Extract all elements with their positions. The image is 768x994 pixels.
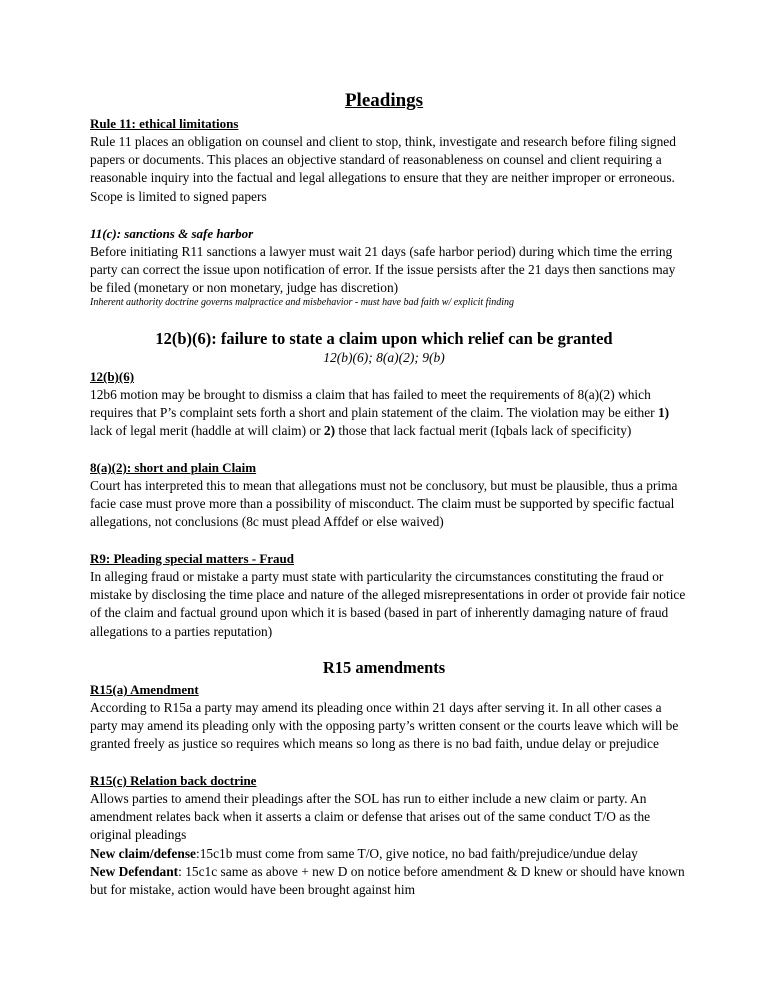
rule11-body: Rule 11 places an obligation on counsel and client to stop, think, investigate and research before filing signed papers or documents. This places an objective standard of reasonableness on counsel and client requiring a reasonable inquiry into the factual and legal allegations to ensure that they are neither improper or erroneous. Scope is limited to signed papers: [90, 134, 676, 204]
rule8a2-body: Court has interpreted this to mean that allegations must not be conclusory, but must be plausible, thus a prima facie case must prove more than a possibility of misconduct. The claim must be supported by specific factual allegations, not conclusions (8c must plead Affdef or else waived): [90, 478, 678, 530]
rule11-heading: Rule 11: ethical limitations: [90, 116, 239, 131]
new-claim-text: :15c1b must come from same T/O, give notice, no bad faith/prejudice/undue delay: [195, 846, 638, 861]
rule12-subtitle: 12(b)(6); 8(a)(2); 9(b): [323, 350, 445, 365]
new-defendant-label: New Defendant: [90, 864, 179, 879]
rule15c-heading: R15(c) Relation back doctrine: [90, 773, 257, 788]
rule9-body: In alleging fraud or mistake a party must state with particularity the circumstances constituting the fraud or mistake by disclosing the time place and nature of the alleged misrepresentations in order ot provide fair notice of the claim and factual ground upon which it is based (based in part of inherently damaging nature of fraud allegations to a parties reputation): [90, 569, 686, 639]
new-defendant-line: [90, 863, 690, 899]
new-claim-label: New claim/defense: [90, 846, 196, 861]
rule11-note: Inherent authority doctrine governs malpractice and misbehavior - must have bad faith w/ explicit finding: [90, 297, 515, 308]
page-title: Pleadings: [344, 90, 424, 111]
rule12b6-body-mid: lack of legal merit (haddle at will claim) or: [90, 423, 324, 439]
rule15c-body: Allows parties to amend their pleadings after the SOL has run to either include a new claim or party. An amendment relates back when it asserts a claim or defense that arises out of the same conduct T/O as the original pleadings: [90, 791, 651, 843]
new-claim-line: [90, 845, 690, 863]
rule12b6-body: [90, 386, 690, 441]
rule9-heading: R9: Pleading special matters - Fraud: [90, 551, 295, 566]
rule12b6-body-end: those that lack factual merit (Iqbals lack of specificity): [335, 423, 632, 439]
rule12b6-body-pre: 12b6 motion may be brought to dismiss a claim that has failed to meet the requirements of 8(a)(2) which requires that P’s complaint sets forth a short and plain statement of the claim. The violation may be either: [90, 387, 658, 421]
rule11c-body: Before initiating R11 sanctions a lawyer must wait 21 days (safe harbor period) during which time the erring party can correct the issue upon notification of error. If the issue persists after the 21 days then sanctions may be filed (monetary or non monetary, judge has discretion): [90, 244, 676, 296]
rule15a-body: According to R15a a party may amend its pleading once within 21 days after serving it. In all other cases a party may amend its pleading only with the opposing party’s written consent or the courts leave which will be granted freely as justice so requires which means so long as there is no bad faith, undue delay or prejudice: [90, 700, 679, 752]
rule12b6-num2: 2): [323, 423, 336, 439]
rule12-heading: 12(b)(6): failure to state a claim upon which relief can be granted: [155, 329, 613, 348]
rule8a2-heading: 8(a)(2): short and plain Claim: [90, 460, 257, 475]
rule15a-heading: R15(a) Amendment: [90, 682, 199, 697]
rule12b6-heading: 12(b)(6): [90, 369, 135, 384]
rule15-heading: R15 amendments: [322, 658, 446, 677]
new-defendant-text: : 15c1c same as above + new D on notice before amendment & D knew or should have known but for mistake, action would have been brought against him: [90, 864, 685, 898]
rule12b6-num1: 1): [657, 405, 670, 421]
rule11c-heading: 11(c): sanctions & safe harbor: [90, 226, 254, 241]
